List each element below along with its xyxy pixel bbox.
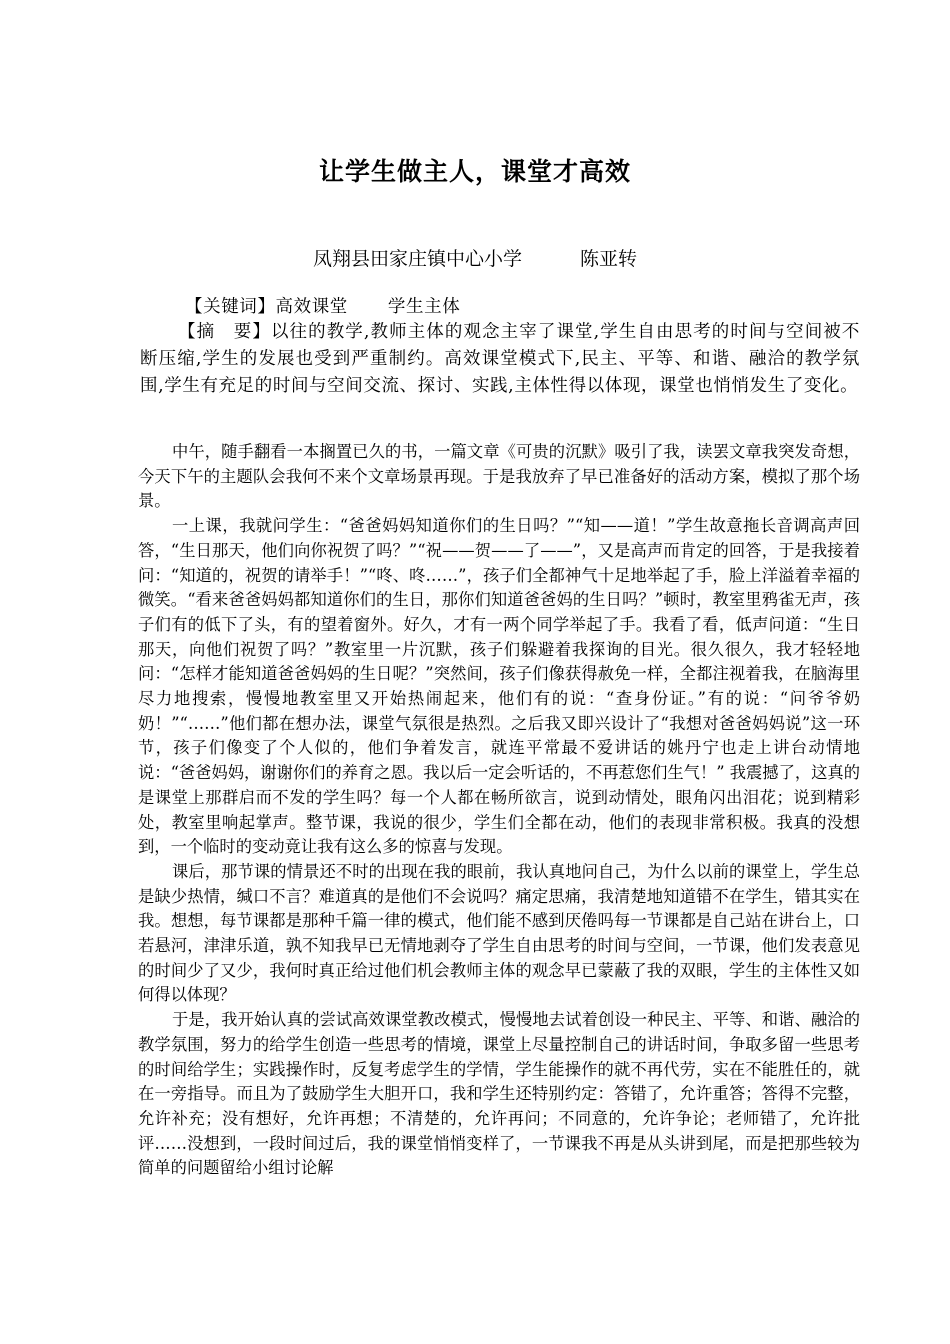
keyword-item: 高效课堂 [275, 297, 348, 317]
body-paragraph: 于是，我开始认真的尝试高效课堂教改模式，慢慢地去试着创设一种民主、平等、和谐、融洽的教学氛围，努力的给学生创造一些思考的情境，课堂上尽量控制自己的讲话时间，争取多留一些思考的时间给学生；实践操作时，反复考虑学生的学情，学生能操作的就不再代劳，实在不能胜任的，就在一旁指导。而且为了鼓励学生大胆开口，我和学生还特别约定：答错了，允许重答；答得不完整，允许补充；没有想好，允许再想；不清楚的，允许再问；不同意的，允许争论；老师错了，允许批评……没想到，一段时间过后，我的课堂悄悄变样了，一节课我不再是从头讲到尾，而是把那些较为简单的问题留给小组讨论解 [138, 1010, 860, 1178]
author-name: 陈亚转 [580, 248, 638, 270]
body-paragraph: 课后，那节课的情景还不时的出现在我的眼前，我认真地问自己，为什么以前的课堂上，学生总是缺少热情，缄口不言？难道真的是他们不会说吗？痛定思痛，我清楚地知道错不在学生，错其实在我。想想，每节课都是那种千篇一律的模式，他们能不感到厌倦吗每一节课都是自己站在讲台上，口若悬河，津津乐道，孰不知我早已无情地剥夺了学生自由思考的时间与空间，一节课，他们发表意见的时间少了又少，我何时真正给过他们机会教师主体的观念早已蒙蔽了我的双眼，学生的主体性又如何得以体现？ [138, 861, 860, 1005]
article-body [138, 440, 860, 1181]
abstract-label: 【摘 要】 [178, 322, 271, 342]
body-paragraph: 中午，随手翻看一本搁置已久的书，一篇文章《可贵的沉默》吸引了我，读罢文章我突发奇想，今天下午的主题队会我何不来个文章场景再现。于是我放弃了早已准备好的活动方案，模拟了那个场景。 [138, 442, 860, 511]
author-school: 凤翔县田家庄镇中心小学 [312, 248, 522, 270]
abstract-text: 以往的教学,教师主体的观念主宰了课堂,学生自由思考的时间与空间被不断压缩,学生的发展也受到严重制约。高效课堂模式下,民主、平等、和谐、融洽的教学氛围,学生有充足的时间与空间交流、探讨、实践,主体性得以体现，课堂也悄悄发生了变化。 [140, 322, 860, 396]
keyword-item: 学生主体 [387, 297, 461, 317]
page-title: 让学生做主人，课堂才高效 [318, 157, 631, 186]
author-line [0, 244, 950, 271]
body-paragraph: 一上课，我就问学生：“爸爸妈妈知道你们的生日吗？”“知——道！”学生故意拖长音调高声回答，“生日那天，他们向你祝贺了吗？”“祝——贺——了——”，又是高声而肯定的回答，于是我接着问：“知道的，祝贺的请举手！”“咚、咚……”，孩子们全都神气十足地举起了手，脸上洋溢着幸福的微笑。“看来爸爸妈妈都知道你们的生日，那你们知道爸爸妈的生日吗？”顿时，教室里鸦雀无声，孩子们有的低下了头，有的望着窗外。好久，才有一两个同学举起了手。我看了看，低声问道：“生日那天，向他们祝贺了吗？”教室里一片沉默，孩子们躲避着我探询的目光。很久很久，我才轻轻地问：“怎样才能知道爸爸妈妈的生日呢？”突然间，孩子们像获得赦免一样，全都注视着我，在脑海里尽力地搜索，慢慢地教室里又开始热闹起来，他们有的说：“查身份证。”有的说：“问爷爷奶奶！”“……”他们都在想办法，课堂气氛很是热烈。之后我又即兴设计了“我想对爸爸妈妈说”这一环节，孩子们像变了个人似的，他们争着发言，就连平常最不爱讲话的姚丹宁也走上讲台动情地说：“爸爸妈妈，谢谢你们的养育之恩。我以后一定会听话的，不再惹您们生气！” 我震撼了，这真的是课堂上那群启而不发的学生吗？每一个人都在畅所欲言，说到动情处，眼角闪出泪花；说到精彩处，教室里响起掌声。整节课，我说的很少，学生们全都在动，他们的表现非常积极。我真的没想到，一个临时的变动竟让我有这么多的惊喜与发现。 [138, 516, 860, 857]
keywords-line [140, 294, 860, 321]
keywords-label: 【关键词】 [185, 297, 276, 317]
abstract-block [140, 319, 860, 400]
